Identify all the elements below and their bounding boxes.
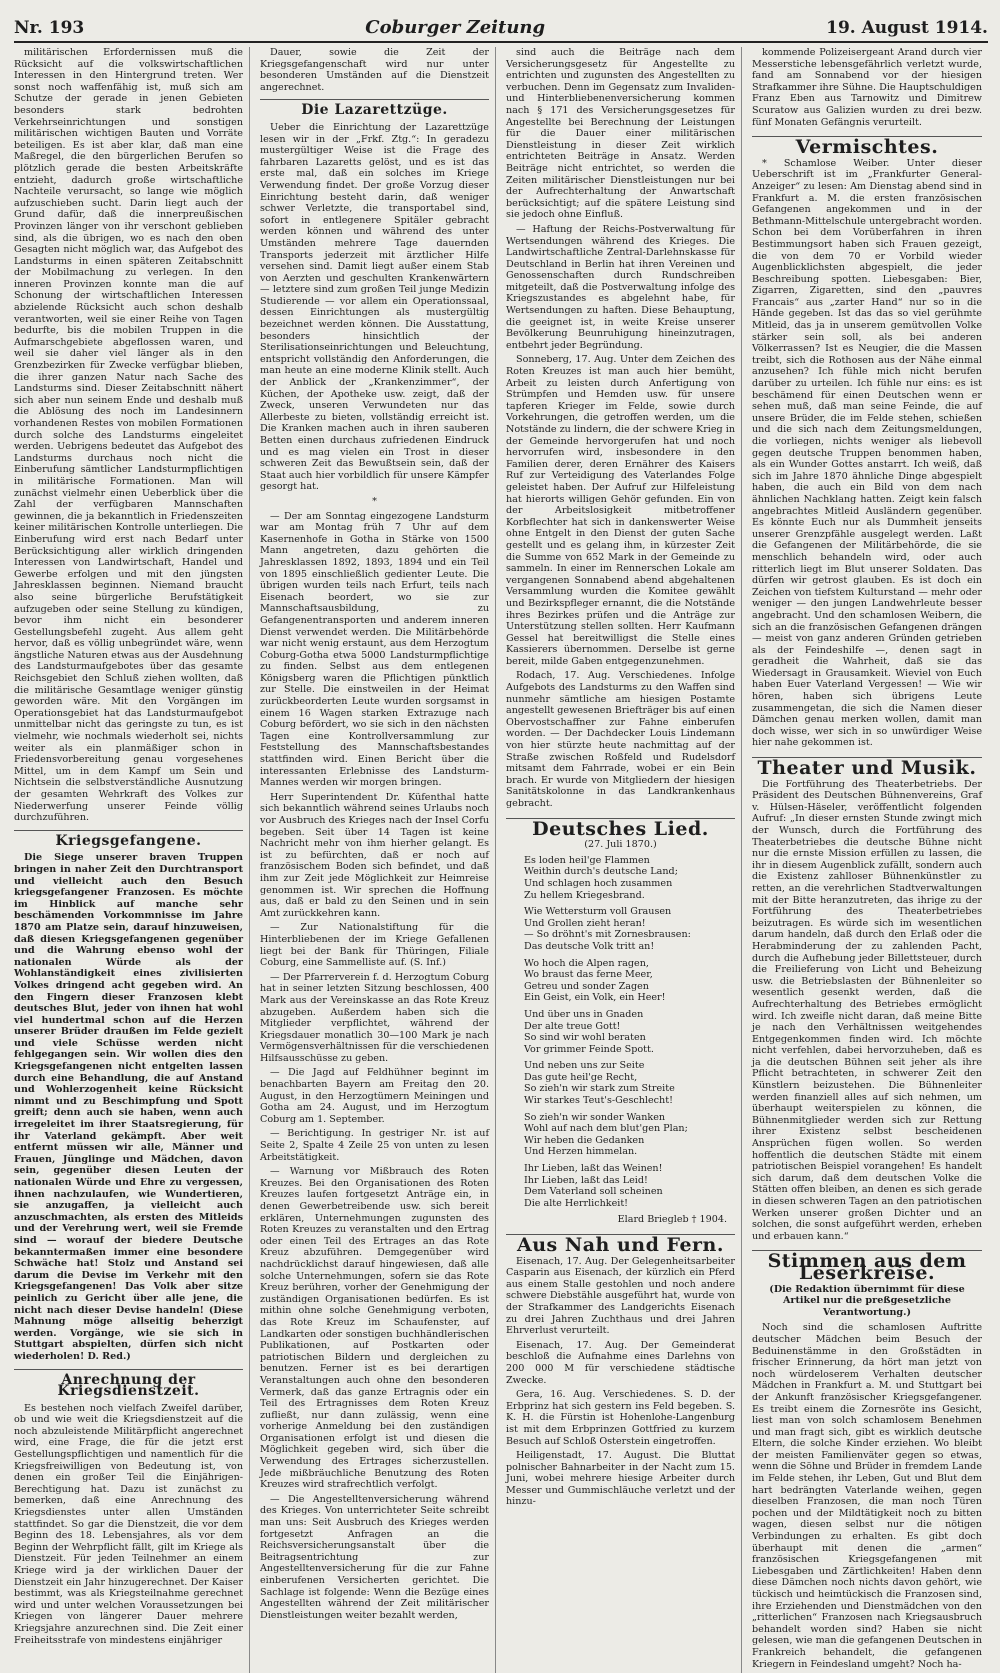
poem-line: So zieh'n wir sonder Wanken	[524, 1111, 666, 1123]
article-text: sind auch die Beiträge nach dem Versicherungsgesetz für Angestellte zu entrichten und zugunsten des Angestellten zu verbuchen. Denn im Gegensatz zum Invaliden- und Hinterbliebenenversicherung kommen nach § 171 des Versicherungsgesetzes für Angestellte bei Berechnung der Leistungen für die Dauer einer militärischen Dienstleistung in dieser Zeit wirklich entrichteten Beiträge in Ansatz. Werden Beiträge nicht entrichtet, so werden die Zeiten militärischer Dienstleistungen nur bei der Aufrechterhaltung der Anwartschaft berücksichtigt; auf die spätere Leistung sind sie jedoch ohne Einfluß.	[506, 47, 735, 221]
issue-date: 19. August 1914.	[826, 18, 988, 38]
poem-stanza	[524, 855, 735, 901]
poem-line: Ein Geist, ein Volk, ein Heer!	[524, 992, 666, 1004]
poem-line: Zu hellem Kriegesbrand.	[524, 889, 645, 901]
poem-line: Wie Wettersturm voll Grausen	[524, 906, 672, 918]
heading-theater-und-musik: Theater und Musik.	[752, 757, 982, 775]
column-3	[506, 47, 742, 1673]
poem-line: So zieh'n wir stark zum Streite	[524, 1083, 675, 1095]
poem-line: Und schlagen hoch zusammen	[524, 877, 673, 889]
poem-signature: Elard Briegleb † 1904.	[617, 1214, 727, 1226]
poem-line: Die alte Herrlichkeit!	[524, 1197, 629, 1209]
heading-deutsches-lied: Deutsches Lied.	[506, 818, 735, 836]
poem-line: Und Herzen himmelan.	[524, 1146, 638, 1158]
poem-stanza	[524, 1163, 735, 1209]
article-text: — Der am Sonntag eingezogene Landsturm war am Montag früh 7 Uhr auf dem Kasernenhofe in Gotha in Stärke von 1500 Mann angetreten, dazu gehörten die Jahresklassen 1892, 1893, 1894 und ein Teil von 1895 einschließlich gedienter Leute. Die übrigen wurden teils nach Erfurt, teils nach Eisenach beordert, wo sie zur Mannschaftsausbildung, zu Gefangenentransporten und anderem inneren Dienst verwendet werden. Die Militärbehörde war nicht wenig erstaunt, aus dem Herzogtum Coburg-Gotha etwa 5000 Landsturmpflichtige zu finden. Selbst aus dem entlegenen Königsberg waren die Pflichtigen pünktlich zur Stelle. Die einstweilen in der Heimat zurückbeorderten Leute wurden sorgsamst in einem 16 Wagen starken Extrazuge nach Coburg befördert, wo sie sich in den nächsten Tagen eine Kontrollversammlung zur Feststellung des Mannschaftsbestandes stattfinden wird. Einen Bericht über die interessanten Erlebnisse des Landsturm-Mannes werden wir morgen bringen.	[260, 510, 489, 789]
poem-line: Und Grollen zieht heran!	[524, 917, 646, 929]
poem-line: Das gute heil'ge Recht,	[524, 1071, 638, 1083]
article-text: Herr Superintendent Dr. Küfenthal hatte sich bekanntlich während seines Urlaubs noch vor Ausbruch des Krieges nach der Insel Corfu begeben. Seit über 14 Tagen ist keine Nachricht mehr von ihm hierher gelangt. Es ist zu befürchten, daß er noch auf französischem Boden sich befindet, und daß ihm zur Zeit jede Möglichkeit zur Heimreise genommen ist. Wir sprechen die Hoffnung aus, daß er bald zu den Seinen und in sein Amt zurückkehren kann.	[260, 791, 489, 919]
poem-date: (27. Juli 1870.)	[584, 839, 657, 851]
poem-stanza	[524, 958, 735, 1004]
article-text: — Berichtigung. In gestriger Nr. ist auf Seite 2, Spalte 4 Zeile 25 von unten zu lesen Arbeitstätigkeit.	[260, 1128, 489, 1163]
poem-line: Vor grimmer Feinde Spott.	[524, 1043, 654, 1055]
poem-line: Wir heben die Gedanken	[524, 1134, 645, 1146]
heading-anrechnung: Anrechnung der Kriegsdienstzeit.	[14, 1369, 243, 1398]
poem-line: Ihr Lieben, laßt das Leid!	[524, 1174, 648, 1186]
poem-line: Es loden heil'ge Flammen	[524, 854, 650, 866]
article-text: * Schamlose Weiber. Unter dieser Ueberschrift ist im „Frankfurter General-Anzeiger“ zu lesen: Am Dienstag abend sind in Frankfurt a. M. die ersten französischen Gefangenen angekommen und in der Bethmann-Mittelschule untergebracht worden. Schon bei dem Vorüberfahren in ihren Bestimmungsort haben sich Frauen gezeigt, die von dem 70 er Vorbild wieder Augenblicklichsten abgespielt, die jeder Beschreibung spotten. Liebesgaben: Bier, Zigarren, Zigaretten, sind den „pauvres Francais“ aus „zarter Hand“ nur so in die Hände gegeben. Ist das das so viel gerühmte Mitleid, das ja in unserem gemütvollen Volke stärker sein soll, als bei anderen Völkerrassen? Ist es Neugier, die die Massen treibt, sich die Rothosen aus der Nähe einmal anzusehen? Ich fühle mich nicht berufen darüber zu urteilen. Ich fühle nur eins: es ist beschämend für einen Deutschen wenn er sehen muß, daß man seine Feinde, die auf unsere Brüder, die im Felde stehen, schießen und die sich nach dem Zeitungsmeldungen, die vorliegen, nichts weniger als liebevoll gegen deutsche Truppen benommen haben, als ein Wunder Gottes anstarrt. Ich weiß, daß sich im Jahre 1870 ähnliche Dinge abgespielt haben, die auch ein Bild von dem nach ähnlichen Nachklang hatten. Zeigt kein falsch angebrachtes Mitleid Ausländern gegenüber. Es könnte Euch nur als Dummheit jenseits unserer Grenzpfähle ausgelegt werden. Laßt die Gefangenen der Militärbehörde, die sie menschlich behandeln wird, oder auch ritterlich liegt im Blut unserer Soldaten. Das dürfen wir getrost glauben. Es ist doch ein Zeichen von tiefstem Kulturstand — mehr oder weniger — den jungen Landwehrleute besser angebracht. Und den schamlosen Weibern, die sich an die französischen Gefangenen drängen — meist von ganz anderen Gründen getrieben als der Feindeshilfe —, denen sagt in geradheit die Wahrheit, daß sie das Wiedersagt in Grausamkeit. Wieviel von Euch haben Euer Vaterland Vergessen! — Wie wir hören, haben sich übrigens Leute zusammengetan, die sich die Namen dieser Dämchen genau merken wollen, damit man doch wisse, wer sich in so unwürdiger Weise hier nahe gekommen ist.	[752, 157, 982, 749]
heading-vermischtes: Vermischtes.	[752, 136, 982, 154]
article-text: — Der Pfarrerverein f. d. Herzogtum Coburg hat in seiner letzten Sitzung beschlossen, 400 Mark aus der Vereinskasse an das Rote Kreuz abzugeben. Außerdem haben sich die Mitglieder verpflichtet, während der Kriegsdauer monatlich 30—100 Mark je nach Vermögensverhältnissen für die verschiedenen Hilfsausschüsse zu geben.	[260, 971, 489, 1064]
poem-line: Getreu und sonder Zagen	[524, 980, 649, 992]
article-text: kommende Polizeisergeant Arand durch vier Messerstiche lebensgefährlich verletzt wurde, fand am Sonnabend vor der hiesigen Strafkammer ihre Sühne. Die Hauptschuldigen Franz Eben aus Tarnowitz und Dimitrew Scuratow aus Galizien wurden zu drei bezw. fünf Monaten Gefängnis verurteilt.	[752, 47, 982, 128]
article-text: Gera, 16. Aug. Verschiedenes. S. D. der Erbprinz hat sich gestern ins Feld begeben. S. K. H. die Fürstin ist Hohenlohe-Langenburg ist mit dem Erbprinzen Gottfried zu kurzem Besuch auf Schloß Osterstein eingetroffen.	[506, 1389, 735, 1447]
article-text: Die Siege unserer braven Truppen bringen in naher Zeit den Durchtransport und vielleicht auch den Besuch kriegsgefangener Franzosen. Es möchte im Hinblick auf manche sehr beschämenden Vorkommnisse im Jahre 1870 am Platze sein, darauf hinzuweisen, daß diesen Kriegsgefangenen gegenüber und die Wahrung ebenso wohl der nationalen Würde als der Wohlanständigkeit eines zivilisierten Volkes dringend acht gegeben wird. An den Fingern dieser Franzosen klebt deutsches Blut, jeder von ihnen hat wohl viel hundertmal schon auf die Herzen unserer Brüder draußen im Felde gezielt und viele Schüsse werden nicht fehlgegangen sein. Wir wollen dies den Kriegsgefangenen nicht entgelten lassen durch eine Behandlung, die auf Anstand und Wohlerzogenheit keine Rücksicht nimmt und zu Beschimpfung und Spott greift; denn auch sie haben, wenn auch irregeleitet im ihrer Staatsregierung, für ihr Vaterland gekämpft. Aber weit entfernt müssen wir alle, Männer und Frauen, Jünglinge und Mädchen, davon sein, gegenüber diesen Leuten der nationalen Würde und Ehre zu vergessen, ihnen nachzulaufen, wie Wundertieren, sie anzugaffen, ja vielleicht auch anzuschmachten, als ersten des Mitleids und der Verehrung wert, weil sie Fremde sind — worauf der biedere Deutsche bekanntermaßen immer eine besondere Schwäche hat! Stolz und Anstand sei darum die Devise im Verkehr mit den Kriegsgefangenen! Das Volk aber sitze peinlich zu Gericht über alle jene, die nicht nach dieser Devise handeln! (Diese Mahnung möge allseitig beherzigt werden. Vorgänge, wie sie sich in Stuttgart abspielten, dürfen sich nicht wiederholen! D. Red.)	[14, 852, 243, 1362]
article-text: Es bestehen noch vielfach Zweifel darüber, ob und wie weit die Kriegsdienstzeit auf die noch abzuleistende Militärpflicht angerechnet wird, eine Frage, die für die jetzt erst Gestellungspflichtigen und namentlich für die Kriegsfreiwilligen von Bedeutung ist, von denen ein großer Teil die Einjährigen-Berechtigung hat. Dazu ist zunächst zu bemerken, daß eine Anrechnung des Kriegsdienstes unter allen Umständen stattfindet. So gar die Dienstzeit, die vor dem Beginn des 18. Lebensjahres, als vor dem Beginn der Wehrpflicht fällt, gilt im Kriege als Dienstzeit. Für jeden Teilnehmer an einem Kriege wird ja der wirklichen Dauer der Dienstzeit ein Jahr hinzugerechnet. Der Kaiser bestimmt, was als Kriegsteilnahme gerechnet wird und unter welchen Voraussetzungen bei Kriegen von längerer Dauer mehrere Kriegsjahre anzurechnen sind. Die Zeit einer Freiheitsstrafe von mindestens einjähriger	[14, 1402, 243, 1646]
article-text: — Zur Nationalstiftung für die Hinterbliebenen der im Kriege Gefallenen liegt bei der Bank für Thüringen, Filiale Coburg, eine Sammelliste auf. (S. Inf.)	[260, 922, 489, 969]
poem-line: Wohl auf nach dem blut'gen Plan;	[524, 1123, 688, 1135]
poem-line: Dem Vaterland soll scheinen	[524, 1186, 663, 1198]
newspaper-title: Coburger Zeitung	[365, 17, 546, 38]
article-text: Rodach, 17. Aug. Verschiedenes. Infolge Aufgebots des Landsturms zu den Waffen sind nunmehr sämtliche am hiesigen Postamte angestellt gewesenen Briefträger bis auf einen Obervostschaffner zur Fahne einberufen worden. — Der Dachdecker Louis Lindemann von hier stürzte heute nachmittag auf der Straße zwischen Roßfeld und Rudelsdorf mitsamt dem Fahrrade, wobei er ein Bein brach. Er wurde von Mitgliedern der hiesigen Sanitätskolonne in das Landkrankenhaus gebracht.	[506, 670, 735, 809]
column-4	[752, 47, 988, 1673]
column-2	[260, 47, 496, 1673]
heading-kriegsgefangene: Kriegsgefangene.	[14, 830, 243, 848]
poem-line: Und über uns in Gnaden	[524, 1008, 644, 1020]
poem-line: Und neben uns zur Seite	[524, 1060, 645, 1072]
article-text: Eisenach, 17. Aug. Der Gemeinderat beschloß die Aufnahme eines Darlehns von 200 000 M für verschiedene städtische Zwecke.	[506, 1339, 735, 1386]
poem-line: — So dröhnt's mit Zornesbrausen:	[524, 929, 691, 941]
editorial-note: (Die Redaktion übernimmt für diese Artikel nur die preßgesetzliche Verantwortung.)	[769, 1283, 965, 1318]
poem	[524, 855, 735, 1210]
poem-stanza	[524, 1112, 735, 1158]
section-star: *	[372, 495, 377, 507]
article-text: Noch sind die schamlosen Auftritte deutscher Mädchen beim Besuch der Beduinenstämme in den Großstädten in frischer Erinnerung, da hört man jetzt von noch würdeloserem Verhalten deutscher Mädchen in Frankfurt a. M. und Stuttgart bei der Ankunft französischer Kriegsgefangener. Es treibt einem die Zornesröte ins Gesicht, liest man von solch schamlosem Benehmen und man fragt sich, gibt es wirklich deutsche Eltern, die solche Kinder erziehen. Wo bleibt der meisten Familienväter gegen so etwas, wenn die Söhne und Brüder in fremdem Lande im Felde stehen, ihr Leben, Gut und Blut dem hart bedrängten Vaterlande weihen, gegen dieselben Franzosen, die man noch Türen pochen und der Mildtätigkeit noch zu bitten wagen, diesen selbst nur die nötigen Verbindungen zu erhalten. Es gibt doch überhaupt mit denen die „armen“ französischen Kriegsgefangenen mit Liebesgaben und Zärtlichkeiten! Haben denn diese Dämchen noch nichts davon gehört, wie tückisch und heimtückisch die Franzosen sind, ihre Erziehenden und Dienstmädchen von den „ritterlichen“ Franzosen nach Kriegsausbruch behandelt worden sind? Haben sie nicht gelesen, wie man die gefangenen Deutschen in Frankreich behandelt, die gefangenen Kriegern in Feindesland umgeht? Noch ha-	[752, 1322, 982, 1670]
article-text: Die Fortführung des Theaterbetriebs. Der Präsident des Deutschen Bühnenvereins, Graf v. Hülsen-Häseler, veröffentlicht folgenden Aufruf: „In dieser ernsten Stunde zwingt mich der Wunsch, durch die Fortführung des Theaterbetriebes die deutsche Bühne nicht nur die ernste Mission erfüllen zu lassen, die ihr in diesem Augenblick zufällt, sondern auch die Existenz zahlloser Bühnenkünstler zu retten, an die verehrlichen Stadtverwaltungen mit der Bitte heranzutreten, das ihrige zu der Fortführung des Theaterbetriebes beizutragen. Es würde sich im wesentlichen darum handeln, daß durch den Erlaß oder die Herabminderung der zu zahlenden Pacht, durch die Aufhebung jeder Billettsteuer, durch die Freilieferung von Licht und Beheizung usw. die Betriebslasten der Bühnenleiter so wesentlich gesenkt werden, daß die Aufrechterhaltung des Betriebes ermöglicht wird. Ich zweifle nicht daran, daß meine Bitte je nach den Verhältnissen weitgehendes Entgegenkommen finden wird. Ich möchte nicht verfehlen, dabei hervorzuheben, daß es ja die deutschen Bühnen seit jeher als ihre Pflicht betrachteten, in schwerer Zeit den Künstlern beizustehen. Die Bühnenleiter werden finanziell alles auf sich nehmen, um überhaupt weiterspielen zu können, die Bühnenmitglieder werden sich zur Rettung ihrer Existenz selbst bescheidenen Ansprüchen fügen wollen. So werden hoffentlich die deutschen Städte mit einem patriotischen Beispiel vorangehen! Es handelt sich darum, daß dem deutschen Volke die Stätten offen bleiben, an denen es sich gerade in diesen schweren Tagen an den patriotischen Werken unserer großen Dichter und an solchen, die sonst aufgeführt werden, erheben und erbauen kann.“	[752, 778, 982, 1242]
article-text: — Haftung der Reichs-Postverwaltung für Wertsendungen während des Krieges. Die Landwirtschaftliche Zentral-Darlehnskasse für Deutschland in Berlin hat ihren Vereinen und Genossenschaften durch Rundschreiben mitgeteilt, daß die Postverwaltung infolge des Kriegszustandes es abgelehnt habe, für Wertsendungen zu haften. Diese Behauptung, die geeignet ist, in weite Kreise unserer Bevölkerung Beunruhigung hineinzutragen, entbehrt jeder Begründung.	[506, 223, 735, 351]
issue-number: Nr. 193	[14, 18, 85, 38]
article-text: Ueber die Einrichtung der Lazarettzüge lesen wir in der „Frkf. Ztg.“: In geradezu mustergültiger Weise ist die Frage des fahrbaren Lazaretts gelöst, und es ist das erste mal, daß ein solches im Kriege Verwendung findet. Der große Vorzug dieser Einrichtung besteht darin, daß weniger schwer Verletzte, die transportabel sind, sofort in entlegenere Spitäler gebracht werden können und während des unter Umständen mehrere Tage dauernden Transports jederzeit mit ärztlicher Hilfe versehen sind. Damit liegt außer einem Stab von Aerzten und geschulten Krankenwärtern — letztere sind zum großen Teil junge Medizin Studierende — vor allem ein Operationssaal, dessen Einrichtungen als mustergültig bezeichnet werden können. Die Ausstattung, besonders hinsichtlich der Sterilisationseinrichtungen und Beleuchtung, entspricht vollständig den Anforderungen, die man heute an eine moderne Klinik stellt. Auch der Anblick der „Krankenzimmer“, der Küchen, der Apotheke usw. zeigt, daß der Zweck, unseren Verwundeten nur das Allerbeste zu bieten, vollständig erreicht ist. Die Kranken machen auch in ihren sauberen Betten einen durchaus zufriedenen Eindruck und es mag vielen ein Trost in dieser schweren Zeit das Bewußtsein sein, daß der Staat auch hier vorbildlich für unsere Kämpfer gesorgt hat.	[260, 121, 489, 493]
article-text: Heiligenstadt, 17. August. Die Bluttat polnischer Bahnarbeiter in der Nacht zum 15. Juni, wobei mehrere hiesige Arbeiter durch Messer und Gummischläuche verletzt und der hinzu-	[506, 1450, 735, 1508]
poem-line: Wo hoch die Alpen ragen,	[524, 957, 649, 969]
poem-stanza	[524, 1060, 735, 1106]
article-text: Sonneberg, 17. Aug. Unter dem Zeichen des Roten Kreuzes ist man auch hier bemüht, Arbeit zu leisten durch Anfertigung von Strümpfen und Hemden usw. für unsere tapferen Krieger im Felde, sowie durch Vorkehrungen, die getroffen werden, um die Notstände zu lindern, die der schwere Krieg in der Gemeinde hervorgerufen hat und noch hervorrufen wird, insbesondere in den Familien derer, deren Ernährer des Kaisers Ruf zur Verteidigung des Vaterlandes Folge geleistet haben. Der Aufruf zur Hilfeleistung hat hierorts willigen Gehör gefunden. Ein von der Arbeitslosigkeit mitbetroffener Korbflechter hat sich in dankenswerter Weise ohne Entgelt in den Dienst der guten Sache gestellt und es gelang ihm, in kürzester Zeit die Summe von 652 Mark in der Gemeinde zu sammeln. In einer im Rennerschen Lokale am vergangenen Sonnabend abend abgehaltenen Versammlung wurden die Komitee gewählt und Bezirkspfleger ernannt, die die Notstände ihres Bezirkes prüfen und die Anträge zur Unterstützung stellen sollten. Herr Kaufmann Gessel hat bereitwilligst die Stelle eines Kassierers übernommen. Derselbe ist gerne bereit, milde Gaben entgegenzunehmen.	[506, 354, 735, 667]
poem-line: Wo braust das ferne Meer,	[524, 969, 653, 981]
article-text: — Die Jagd auf Feldhühner beginnt im benachbarten Bayern am Freitag den 20. August, in den Herzogtümern Meiningen und Gotha am 24. August, und im Herzogtum Coburg am 1. September.	[260, 1067, 489, 1125]
poem-line: Der alte treue Gott!	[524, 1020, 621, 1032]
article-text: — Die Angestelltenversicherung während des Krieges. Von unterrichteter Seite schreibt man uns: Seit Ausbruch des Krieges werden fortgesetzt Anfragen an die Reichsversicherungsanstalt über die Beitragsentrichtung zur Angestelltenversicherung für die zur Fahne einberufenen Versicherten gerichtet. Die Sachlage ist folgende: Wenn die Bezüge eines Angestellten während der Zeit militärischer Dienstleistungen weiter bezahlt werden,	[260, 1493, 489, 1621]
heading-lazarettzuege: Die Lazarettzüge.	[260, 99, 489, 117]
heading-aus-nah-und-fern: Aus Nah und Fern.	[506, 1234, 735, 1252]
heading-stimmen-aus-dem-leserkreise: Stimmen aus dem Leserkreise.	[752, 1250, 982, 1279]
poem-line: Wir starkes Teut's-Geschlecht!	[524, 1095, 673, 1107]
article-text: Dauer, sowie die Zeit der Kriegsgefangenschaft wird nur unter besonderen Umständen auf die Dienstzeit angerechnet.	[260, 47, 489, 93]
poem-line: Das deutsche Volk tritt an!	[524, 940, 655, 952]
poem-line: Weithin durch's deutsche Land;	[524, 866, 678, 878]
article-text: militärischen Erfordernissen muß die Rücksicht auf die volkswirtschaftlichen Interessen in den Hintergrund treten. Wer sonst noch waffenfähig ist, muß sich am Schutze der gerade in jenen Gebieten besonders stark bedrohten Verkehrseinrichtungen und sonstigen militärischen wichtigen Bauten und Vorräte beteiligen. Es ist aber klar, daß man eine Maßregel, die den bürgerlichen Berufen so plötzlich gerade die besten Arbeitskräfte entzieht, dadurch große wirtschaftliche Nachteile verursacht, so lange wie möglich aufzuschieben sucht. Darin liegt auch der Grund dafür, daß die innerpreußischen Provinzen länger von ihr verschont geblieben sind, als die übrigen, wo es nach den oben Gesagten nicht möglich war, das Aufgebot des Landsturms in einen späteren Zeitabschnitt der Mobilmachung zu verlegen. In den inneren Provinzen konnte man die auf Schonung der wirtschaftlichen Interessen abzielende Rücksicht auch schon deshalb verantworten, weil sie einer Reihe von Tagen bedurfte, bis die mobilen Truppen in die Aufmarschgebiete abgeflossen waren, und weil sie daher viel länger als in den Grenzbezirken für Zwecke verfügbar blieben, die ihrer ganzen Natur nach Sache des Landsturms sind. Dieser Zeitabschnitt nähert sich aber nun seinem Ende und deshalb muß die Ablösung des noch im Landesinnern vorhandenen Restes von mobilen Formationen durch solche des Landsturms eingeleitet werden. Uebrigens bedeutet das Aufgebot des Landsturms durchaus noch nicht die Einberufung sämtlicher Landsturmpflichtigen in militärische Formationen. Man will zunächst vielmehr einen Ueberblick über die Zahl der verfügbaren Mannschaften gewinnen, die ja bekanntlich in Friedenszeiten keiner militärischen Kontrolle unterliegen. Die Einberufung wird erst nach Bedarf unter Berücksichtigung aller wirklich dringenden Interessen von Landwirtschaft, Handel und Gewerbe erfolgen und mit den jüngsten Jahresklassen beginnen. Niemand braucht also seine bürgerliche Berufstätigkeit aufzugeben oder seine Stellung zu kündigen, bevor ihm nicht ein besonderer Gestellungsbefehl zugeht. Aus allem geht hervor, daß es völlig unbegründet wäre, wenn ängstliche Naturen etwas aus der Ausdehnung des Landsturmaufgebotes über das gesamte Reichsgebiet den Schluß ziehen wollten, daß die militärische Gesamtlage weniger günstig geworden wäre. Mit den Vorgängen im Operationsgebiet hat das Landsturmaufgebot unmittelbar nicht das geringste zu tun, es ist vielmehr, wie nochmals wiederholt sei, nichts weiter als ein planmäßiger schon in Friedensvorbereitung genau vorgesehenes Mittel, um in dem Kampf um Sein und Nichtsein die selbstverständliche Ausnutzung der gesamten Wehrkraft des Volkes zur Niederwerfung unserer Feinde völlig durchzuführen.	[14, 47, 243, 824]
masthead	[14, 8, 988, 43]
article-text: Eisenach, 17. Aug. Der Gelegenheitsarbeiter Casparin aus Eisenach, der kürzlich ein Pferd aus einem Stalle gestohlen und noch andere schwere Diebstähle ausgeführt hat, wurde von der Strafkammer des Landgerichts Eisenach zu drei Jahren Zuchthaus und drei Jahren Ehrverlust verurteilt.	[506, 1255, 735, 1337]
poem-stanza	[524, 1009, 735, 1055]
poem-stanza	[524, 906, 735, 952]
poem-line: Ihr Lieben, laßt das Weinen!	[524, 1163, 663, 1175]
column-1	[14, 47, 250, 1673]
article-columns	[14, 47, 988, 1670]
poem-line: So sind wir wohl beraten	[524, 1032, 646, 1044]
article-text: — Warnung vor Mißbrauch des Roten Kreuzes. Bei den Organisationen des Roten Kreuzes laufen fortgesetzt Anträge ein, in denen Gewerbetreibende usw. sich bereit erklären, Unternehmungen zugunsten des Roten Kreuzes zu veranstalten und den Ertrag oder einen Teil des Ertrages an das Rote Kreuz abzuführen. Demgegenüber wird nachdrücklichst darauf hingewiesen, daß alle solche Unternehmungen, sofern sie das Rote Kreuz berühren, vorher der Genehmigung der zuständigen Organisationen bedürfen. Es ist mithin ohne solche Genehmigung verboten, das Rote Kreuz im Schaufenster, auf Landkarten oder sonstigen buchhändlerischen Publikationen, auf Postkarten oder patriotischen Bildern und dergleichen zu benutzen. Ferner ist es bei derartigen Veranstaltungen auch ohne den besonderen Vermerk, daß das ganze Ertragnis oder ein Teil des Ertragnisses dem Roten Kreuz zufließt, nur dann zulässig, wenn eine vorherige Anmeldung bei den zuständigen Organisationen erfolgt ist und diesen die Möglichkeit gegeben wird, sich über die Verwendung des Ertrages sicherzustellen. Jede mißbräuchliche Benutzung des Roten Kreuzes wird strafrechtlich verfolgt.	[260, 1166, 489, 1491]
